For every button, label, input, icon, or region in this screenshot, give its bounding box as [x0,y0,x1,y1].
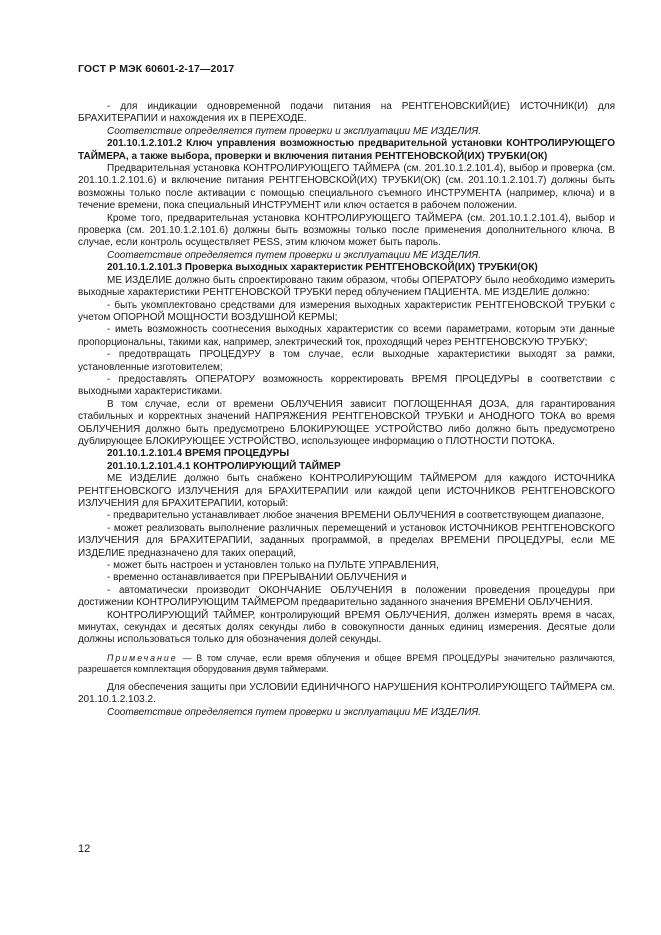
page-number: 12 [78,843,91,855]
compliance-note: Соответствие определяется путем проверки и эксплуатации МЕ ИЗДЕЛИЯ. [107,125,482,137]
note-paragraph [78,653,615,676]
list-item: - быть укомплектовано средствами для измерения выходных характеристик РЕНТГЕНОВСКОЙ ТРУБКИ с учетом ОПОРНОЙ МОЩНОСТИ ВОЗДУШНОЙ КЕРМЫ; [78,299,615,323]
paragraph: МЕ ИЗДЕЛИЕ должно быть спроектировано таким образом, чтобы ОПЕРАТОРУ было необходимо измерить выходные характеристики РЕНТГЕНОВСКОЙ ТРУБКИ перед облучением ПАЦИЕНТА. МЕ ИЗДЕЛИЕ должно: [78,274,615,299]
paragraph: КОНТРОЛИРУЮЩИЙ ТАЙМЕР, контролирующий ВРЕМЯ ОБЛУЧЕНИЯ, должен измерять время в часах, минутах, секундах и десятых долях секунды либо в совокупности данных единиц измерения. Десятые доли должны использоваться только для обозначения долей секунды. [78,609,615,646]
list-item: - иметь возможность соотнесения выходных характеристик со всеми параметрами, которым эти данные пропорциональны, такими как, например, электрический ток, проходящий через РЕНТГЕНОВСКУЮ ТРУБКУ; [78,324,615,348]
paragraph: В том случае, если от времени ОБЛУЧЕНИЯ зависит ПОГЛОЩЕННАЯ ДОЗА, для гарантирования стабильных и корректных значений НАПРЯЖЕНИЯ РЕНТГЕНОВСКОЙ ТРУБКИ и АНОДНОГО ТОКА во время ОБЛУЧЕНИЯ должно быть предусмотрено БЛОКИРУЮЩЕЕ УСТРОЙСТВО либо должно быть предусмотрено дублирующее БЛОКИРУЮЩЕЕ УСТРОЙСТВО, использующее информацию о ПЛОТНОСТИ ПОТОКА. [78,398,615,447]
section-heading: 201.10.1.2.101.3 Проверка выходных характеристик РЕНТГЕНОВСКОЙ(ИХ) ТРУБКИ(ОК) [107,262,538,274]
paragraph: - для индикации одновременной подачи питания на РЕНТГЕНОВСКИЙ(ИЕ) ИСТОЧНИК(И) для БРАХИТЕРАПИИ и нахождения их в ПЕРЕХОДЕ. [78,101,615,125]
document-body [78,101,615,719]
list-item: - предварительно устанавливает любое значения ВРЕМЕНИ ОБЛУЧЕНИЯ в соответствующем диапазоне, [107,510,605,522]
compliance-note: Соответствие определяется путем проверки и эксплуатации МЕ ИЗДЕЛИЯ. [107,706,482,718]
section-heading: 201.10.1.2.101.4.1 КОНТРОЛИРУЮЩИЙ ТАЙМЕР [107,460,341,472]
section-heading: 201.10.1.2.101.2 Ключ управления возможностью предварительной установки КОНТРОЛИРУЮЩЕГО ТАЙМЕРА, а также выбора, проверки и включения питания РЕНТГЕНОВСКОЙ(ИХ) ТРУБКИ(ОК) [78,138,615,162]
paragraph: МЕ ИЗДЕЛИЕ должно быть снабжено КОНТРОЛИРУЮЩИМ ТАЙМЕРОМ для каждого ИСТОЧНИКА РЕНТГЕНОВСКОГО ИЗЛУЧЕНИЯ для БРАХИТЕРАПИИ или каждой цепи ИСТОЧНИКОВ РЕНТГЕНОВСКОГО ИЗЛУЧЕНИЯ для БРАХИТЕРАПИИ, который: [78,473,615,509]
paragraph: Предварительная установка КОНТРОЛИРУЮЩЕГО ТАЙМЕРА (см. 201.10.1.2.101.4), выбор и проверка (см. 201.10.1.2.101.6) и включение питания РЕНТГЕНОВСКОЙ(ИХ) ТРУБКИ(ОК) (см. 201.10.1.2.101.7) должны быть возможны только после активации с помощью специального съемного ИНСТРУМЕНТА (например, ключа) и в течение времени, пока специальный ИНСТРУМЕНТ или ключ остается в рабочем положении. [78,163,615,212]
paragraph: Кроме того, предварительная установка КОНТРОЛИРУЮЩЕГО ТАЙМЕРА (см. 201.10.1.2.101.4), выбор и проверка (см. 201.10.1.2.101.6) должны быть возможны только после применения дополнительного ключа. В случае, если контроль осуществляет PESS, этим ключом может быть пароль. [78,212,615,249]
section-heading: 201.10.1.2.101.4 ВРЕМЯ ПРОЦЕДУРЫ [107,448,290,460]
document-header: ГОСТ Р МЭК 60601-2-17—2017 [78,63,235,75]
list-item: - временно останавливается при ПРЕРЫВАНИИ ОБЛУЧЕНИЯ и [107,572,407,584]
list-item: - автоматически производит ОКОНЧАНИЕ ОБЛУЧЕНИЯ в положении проведения процедуры при достижении КОНТРОЛИРУЮЩИМ ТАЙМЕРОМ предварительно заданного значения ВРЕМЕНИ ОБЛУЧЕНИЯ. [78,584,615,609]
list-item: - может быть настроен и установлен только на ПУЛЬТЕ УПРАВЛЕНИЯ, [107,560,439,572]
paragraph: Для обеспечения защиты при УСЛОВИИ ЕДИНИЧНОГО НАРУШЕНИЯ КОНТРОЛИРУЮЩЕГО ТАЙМЕРА см. 201.10.1.2.103.2. [78,682,615,706]
list-item: - предоставлять ОПЕРАТОРУ возможность корректировать ВРЕМЯ ПРОЦЕДУРЫ в соответствии с выходными характеристиками. [78,373,615,398]
compliance-note: Соответствие определяется путем проверки и эксплуатации МЕ ИЗДЕЛИЯ. [107,249,482,261]
note-text: — В том случае, если время облучения и общее ВРЕМЯ ПРОЦЕДУРЫ значительно различаются, разрешается комплектация оборудования двумя таймерами. [78,652,615,675]
note-label: Примечание [107,652,178,663]
list-item: - может реализовать выполнение различных перемещений и установок ИСТОЧНИКОВ РЕНТГЕНОВСКОГО ИЗЛУЧЕНИЯ для БРАХИТЕРАПИИ, заданных программой, в пределах ВРЕМЕНИ ПРОЦЕДУРЫ, если МЕ ИЗДЕЛИЕ предназначено для таких операций, [78,522,615,559]
list-item: - предотвращать ПРОЦЕДУРУ в том случае, если выходные характеристики выходят за рамки, установленные изготовителем; [78,349,615,373]
